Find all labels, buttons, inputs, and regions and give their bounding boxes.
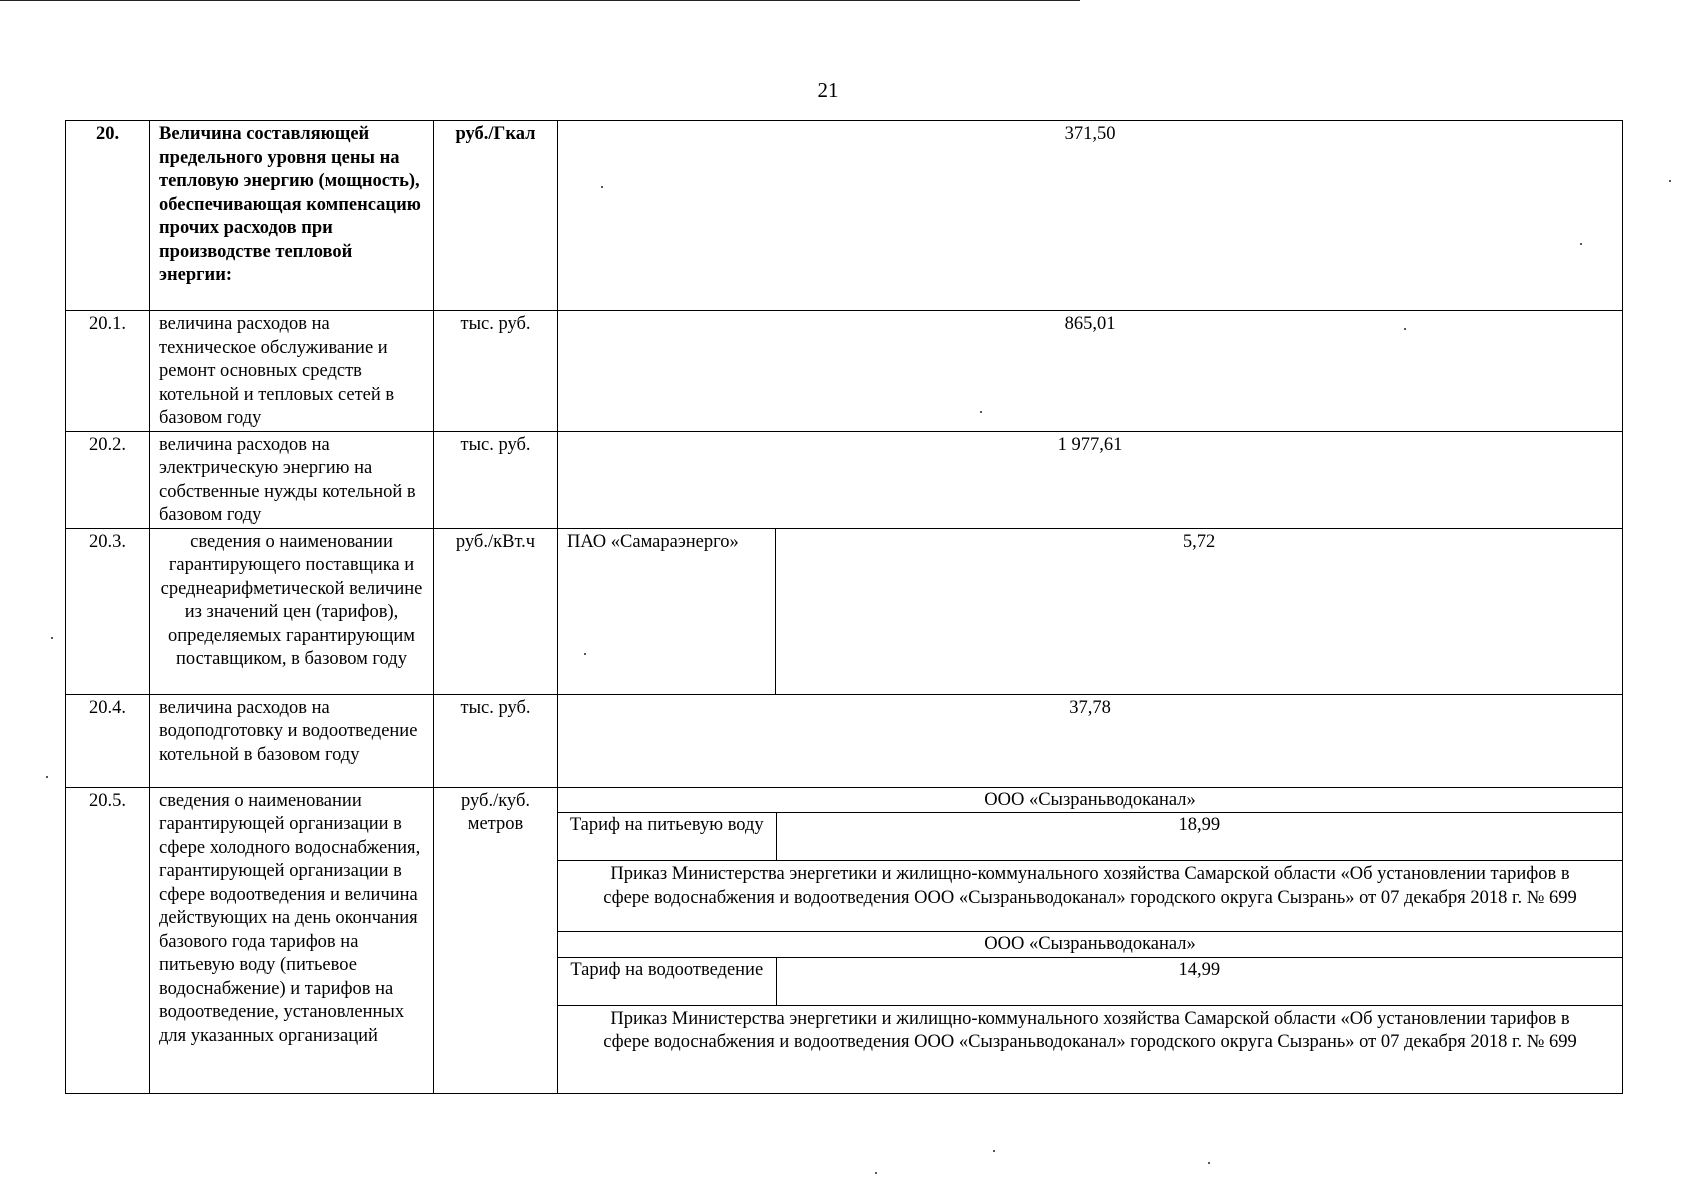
row-unit: руб./кВт.ч [434, 528, 558, 694]
row-number: 20.4. [66, 694, 150, 787]
drinking-water-tariff-label: Тариф на питьевую воду [558, 813, 776, 861]
row-value: 1 977,61 [558, 431, 1623, 528]
row-unit: тыс. руб. [434, 694, 558, 787]
water-tariffs-block [558, 787, 1623, 1094]
drinking-water-tariff-value: 18,99 [776, 813, 1622, 861]
row-value: 865,01 [558, 311, 1623, 432]
scan-speck [51, 637, 53, 639]
scan-speck [601, 186, 603, 188]
row-number: 20. [66, 121, 150, 311]
row-description: Величина составляющей предельного уровня цены на тепловую энергию (мощность), обеспечивающая компенсацию прочих расходов при производстве тепловой энергии: [150, 121, 434, 311]
row-unit: тыс. руб. [434, 431, 558, 528]
sewerage-tariff-label: Тариф на водоотведение [558, 957, 776, 1005]
page-number: 21 [817, 78, 839, 102]
row-value: 37,78 [558, 694, 1623, 787]
water-tariff-order: Приказ Министерства энергетики и жилищно-коммунального хозяйства Самарской области «Об установлении тарифов в сфере водоснабжения и водоотведения ООО «Сызраньводоканал» городского округа Сызрань» от 07 декабря 2018 г. № 699 [558, 861, 1622, 932]
sewer-org-name: ООО «Сызраньводоканал» [558, 932, 1622, 958]
scan-speck [980, 411, 982, 413]
table-row-20 [66, 121, 1623, 311]
row-number: 20.1. [66, 311, 150, 432]
scan-speck [1669, 180, 1671, 182]
supplier-name: ПАО «Самараэнерго» [558, 528, 776, 694]
row-number: 20.5. [66, 787, 150, 1094]
row-number: 20.3. [66, 528, 150, 694]
water-tariffs-table [558, 788, 1622, 1094]
scan-speck [1404, 328, 1406, 330]
tariff-table [65, 120, 1623, 1094]
row-unit: руб./Гкал [434, 121, 558, 311]
row-unit: руб./куб. метров [434, 787, 558, 1094]
table-row-20-1 [66, 311, 1623, 432]
scan-speck [584, 653, 586, 655]
table-row-20-5 [66, 787, 1623, 1094]
top-scan-rule [0, 0, 1080, 1]
scan-speck [1208, 1162, 1210, 1164]
scan-speck [875, 1172, 877, 1174]
scan-speck [1580, 243, 1582, 245]
table-row-20-4 [66, 694, 1623, 787]
sewerage-tariff-order: Приказ Министерства энергетики и жилищно-коммунального хозяйства Самарской области «Об установлении тарифов в сфере водоснабжения и водоотведения ООО «Сызраньводоканал» городского округа Сызрань» от 07 декабря 2018 г. № 699 [558, 1005, 1622, 1093]
sewerage-tariff-value: 14,99 [776, 957, 1622, 1005]
table-row-20-3 [66, 528, 1623, 694]
row-value: 371,50 [558, 121, 1623, 311]
water-org-name: ООО «Сызраньводоканал» [558, 788, 1622, 813]
scan-speck [993, 1150, 995, 1152]
row-description: величина расходов на водоподготовку и водоотведение котельной в базовом году [150, 694, 434, 787]
row-unit: тыс. руб. [434, 311, 558, 432]
row-value: 5,72 [776, 528, 1623, 694]
row-number: 20.2. [66, 431, 150, 528]
row-description: величина расходов на электрическую энергию на собственные нужды котельной в базовом году [150, 431, 434, 528]
row-description: сведения о наименовании гарантирующего поставщика и среднеарифметической величине из значений цен (тарифов), определяемых гарантирующим поставщиком, в базовом году [150, 528, 434, 694]
scan-speck [46, 776, 48, 778]
row-description: сведения о наименовании гарантирующей организации в сфере холодного водоснабжения, гарантирующей организации в сфере водоотведения и величина действующих на день окончания базового года тарифов на питьевую воду (питьевое водоснабжение) и тарифов на водоотведение, установленных для указанных организаций [150, 787, 434, 1094]
table-row-20-2 [66, 431, 1623, 528]
row-description: величина расходов на техническое обслуживание и ремонт основных средств котельной и тепловых сетей в базовом году [150, 311, 434, 432]
